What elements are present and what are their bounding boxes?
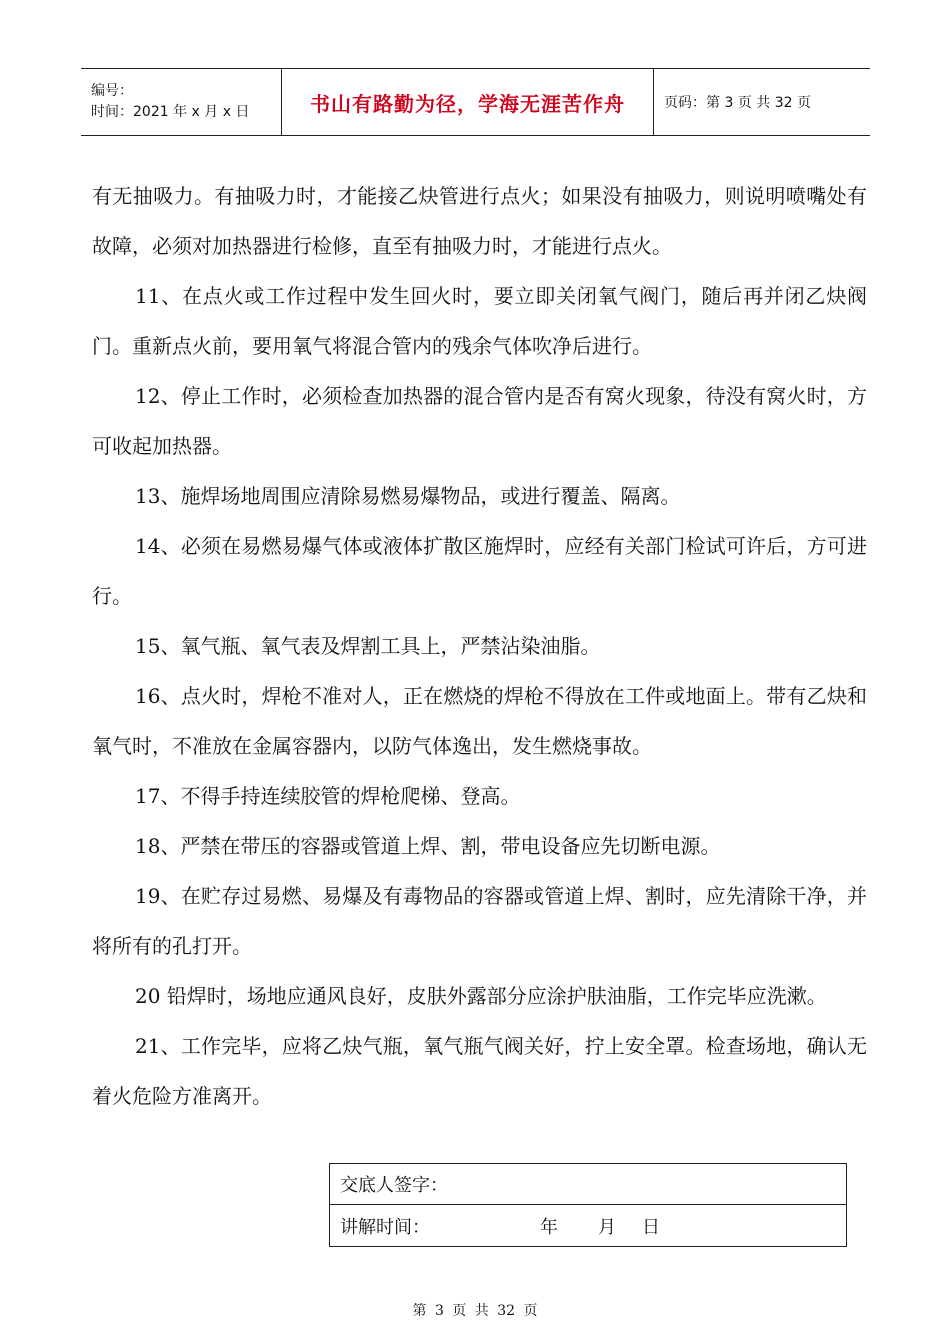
header-motto: 书山有路勤为径，学海无涯苦作舟 <box>310 91 625 116</box>
signer-row <box>330 1164 846 1205</box>
paragraph: 17、不得手持连续胶管的焊枪爬梯、登高。 <box>135 784 521 808</box>
header-motto-cell <box>281 69 654 135</box>
paragraph: 13、施焊场地周围应清除易燃易爆物品，或进行覆盖、隔离。 <box>135 484 681 508</box>
document-number-label: 编号： <box>91 83 133 99</box>
paragraph: 有无抽吸力。有抽吸力时，才能接乙炔管进行点火；如果没有抽吸力，则说明喷嘴处有故障，必须对加热器进行检修，直至有抽吸力时，才能进行点火。 <box>92 184 867 258</box>
paragraph: 15、氧气瓶、氧气表及焊割工具上，严禁沾染油脂。 <box>135 634 601 658</box>
paragraph: 20 铅焊时，场地应通风良好，皮肤外露部分应涂护肤油脂，工作完毕应洗漱。 <box>135 984 827 1008</box>
paragraph: 21、工作完毕，应将乙炔气瓶，氧气瓶气阀关好，拧上安全罩。检查场地，确认无着火危险方准离开。 <box>92 1034 867 1108</box>
day-label: 日 <box>642 1216 660 1238</box>
lecture-time-row <box>330 1205 846 1246</box>
lecture-time-label: 讲解时间： <box>340 1216 430 1238</box>
paragraph: 16、点火时，焊枪不准对人，正在燃烧的焊枪不得放在工件或地面上。带有乙炔和氧气时，不准放在金属容器内，以防气体逸出，发生燃烧事故。 <box>92 684 867 758</box>
signature-table <box>329 1163 847 1247</box>
paragraph: 12、停止工作时，必须检查加热器的混合管内是否有窝火现象，待没有窝火时，方可收起加热器。 <box>92 384 867 458</box>
paragraph: 19、在贮存过易燃、易爆及有毒物品的容器或管道上焊、割时，应先清除干净，并将所有的孔打开。 <box>92 884 867 958</box>
year-label: 年 <box>540 1216 558 1238</box>
paragraph: 18、严禁在带压的容器或管道上焊、割，带电设备应先切断电源。 <box>135 834 721 858</box>
month-label: 月 <box>598 1216 616 1238</box>
page-footer: 第 3 页 共 32 页 <box>412 1303 538 1319</box>
header-page-cell <box>654 69 870 135</box>
page-header <box>81 68 870 136</box>
document-body <box>92 171 867 1121</box>
header-meta <box>81 69 281 135</box>
signer-label: 交底人签字： <box>340 1175 448 1196</box>
paragraph: 14、必须在易燃易爆气体或液体扩散区施焊时，应经有关部门检试可许后，方可进行。 <box>92 534 867 608</box>
document-date: 时间：2021 年 x 月 x 日 <box>91 104 250 120</box>
header-page-info: 页码：第 3 页 共 32 页 <box>664 95 811 111</box>
paragraph: 11、在点火或工作过程中发生回火时，要立即关闭氧气阀门，随后再并闭乙炔阀门。重新点火前，要用氧气将混合管内的残余气体吹净后进行。 <box>92 284 867 358</box>
